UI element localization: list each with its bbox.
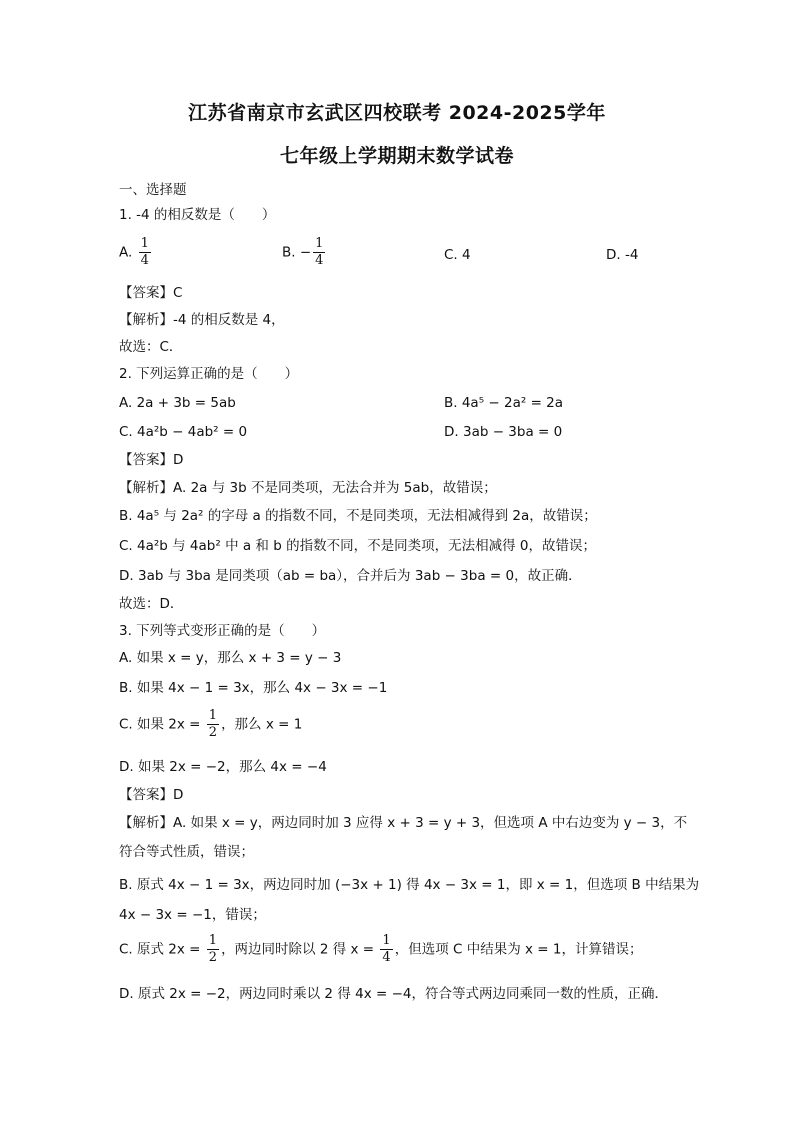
q3-c-numerator: 1 xyxy=(208,708,218,723)
q2-option-d: D. 3ab − 3ba = 0 xyxy=(444,424,563,440)
q1-b-numerator: 1 xyxy=(315,236,324,251)
section-heading: 一、选择题 xyxy=(119,182,187,198)
q3-option-c-suffix: ，那么 x = 1 xyxy=(221,716,303,733)
q1-option-b-sign: − xyxy=(299,244,312,261)
q3-exp-c-fraction2 xyxy=(380,933,392,966)
q3-exp-c-mid: ，两边同时除以 2 得 x = xyxy=(221,941,375,958)
q3-option-a: A. 如果 x = y，那么 x + 3 = y − 3 xyxy=(119,650,342,666)
q3-c-denominator: 2 xyxy=(208,725,218,740)
q3-exp-c-prefix: C. 原式 2x = xyxy=(119,941,201,958)
q2-conclusion: 故选：D． xyxy=(119,596,184,612)
q3-explanation-b-line2: 4x − 3x = −1，错误； xyxy=(119,907,266,923)
q2-option-b: B. 4a⁵ − 2a² = 2a xyxy=(444,395,564,411)
q3-option-b: B. 如果 4x − 1 = 3x，那么 4x − 3x = −1 xyxy=(119,680,388,696)
q1-answer: 【答案】C xyxy=(119,285,183,301)
q2-explanation-d: D. 3ab 与 3ba 是同类项（ab = ba），合并后为 3ab − 3ba = 0，故正确． xyxy=(119,568,582,584)
q2-option-c: C. 4a²b − 4ab² = 0 xyxy=(119,424,248,440)
q3-stem: 3. 下列等式变形正确的是（ ） xyxy=(119,623,326,639)
doc-title-line2: 七年级上学期期末数学试卷 xyxy=(279,145,514,167)
q3-explanation-a-line2: 符合等式性质，错误； xyxy=(119,844,254,860)
q3-exp-c-num1: 1 xyxy=(208,933,218,948)
q1-a-denominator: 4 xyxy=(140,253,149,268)
q2-option-a: A. 2a + 3b = 5ab xyxy=(119,395,236,411)
q3-explanation-a-line1: 【解析】A. 如果 x = y，两边同时加 3 应得 x + 3 = y + 3，但选项 A 中右边变为 y − 3，不 xyxy=(119,815,688,831)
q2-explanation-a: 【解析】A. 2a 与 3b 不是同类项，无法合并为 5ab，故错误； xyxy=(119,480,497,496)
q3-exp-c-den2: 4 xyxy=(382,950,391,965)
q1-option-b-label: B. xyxy=(282,244,296,261)
q3-option-d: D. 如果 2x = −2，那么 4x = −4 xyxy=(119,759,327,775)
q3-explanation-c xyxy=(119,933,642,966)
q3-exp-c-fraction1 xyxy=(207,933,219,966)
q1-option-a-label: A. xyxy=(119,244,133,261)
q2-answer: 【答案】D xyxy=(119,452,184,468)
q3-exp-c-den1: 2 xyxy=(208,950,218,965)
q1-option-d: D. -4 xyxy=(606,247,639,263)
q1-option-b xyxy=(282,236,327,269)
q3-exp-c-num2: 1 xyxy=(382,933,391,948)
q1-option-b-fraction xyxy=(313,236,325,269)
q1-stem: 1. -4 的相反数是（ ） xyxy=(119,207,276,223)
q1-a-numerator: 1 xyxy=(140,236,149,251)
q2-explanation-b: B. 4a⁵ 与 2a² 的字母 a 的指数不同，不是同类项，无法相减得到 2a，故错误； xyxy=(119,508,597,524)
q1-option-a-fraction xyxy=(139,236,151,269)
q2-stem: 2. 下列运算正确的是（ ） xyxy=(119,366,299,382)
q3-option-c-prefix: C. 如果 2x = xyxy=(119,716,201,733)
q3-option-c-fraction xyxy=(207,708,219,741)
q1-analysis: 【解析】-4 的相反数是 4， xyxy=(119,312,285,328)
q1-option-c: C. 4 xyxy=(444,247,471,263)
q1-b-denominator: 4 xyxy=(315,253,324,268)
q3-explanation-b-line1: B. 原式 4x − 1 = 3x，两边同时加 (−3x + 1) 得 4x − 3x = 1，即 x = 1，但选项 B 中结果为 xyxy=(119,877,700,893)
doc-title-line1: 江苏省南京市玄武区四校联考 2024-2025学年 xyxy=(188,102,606,124)
q1-conclusion: 故选：C． xyxy=(119,339,183,355)
q3-exp-c-suffix: ，但选项 C 中结果为 x = 1，计算错误； xyxy=(394,941,643,958)
q3-explanation-d: D. 原式 2x = −2，两边同时乘以 2 得 4x = −4，符合等式两边同乘同一数的性质，正确． xyxy=(119,986,668,1002)
q3-answer: 【答案】D xyxy=(119,787,184,803)
q1-option-a xyxy=(119,236,153,269)
q2-explanation-c: C. 4a²b 与 4ab² 中 a 和 b 的指数不同，不是同类项，无法相减得 0，故错误； xyxy=(119,538,596,554)
q3-option-c xyxy=(119,708,302,741)
